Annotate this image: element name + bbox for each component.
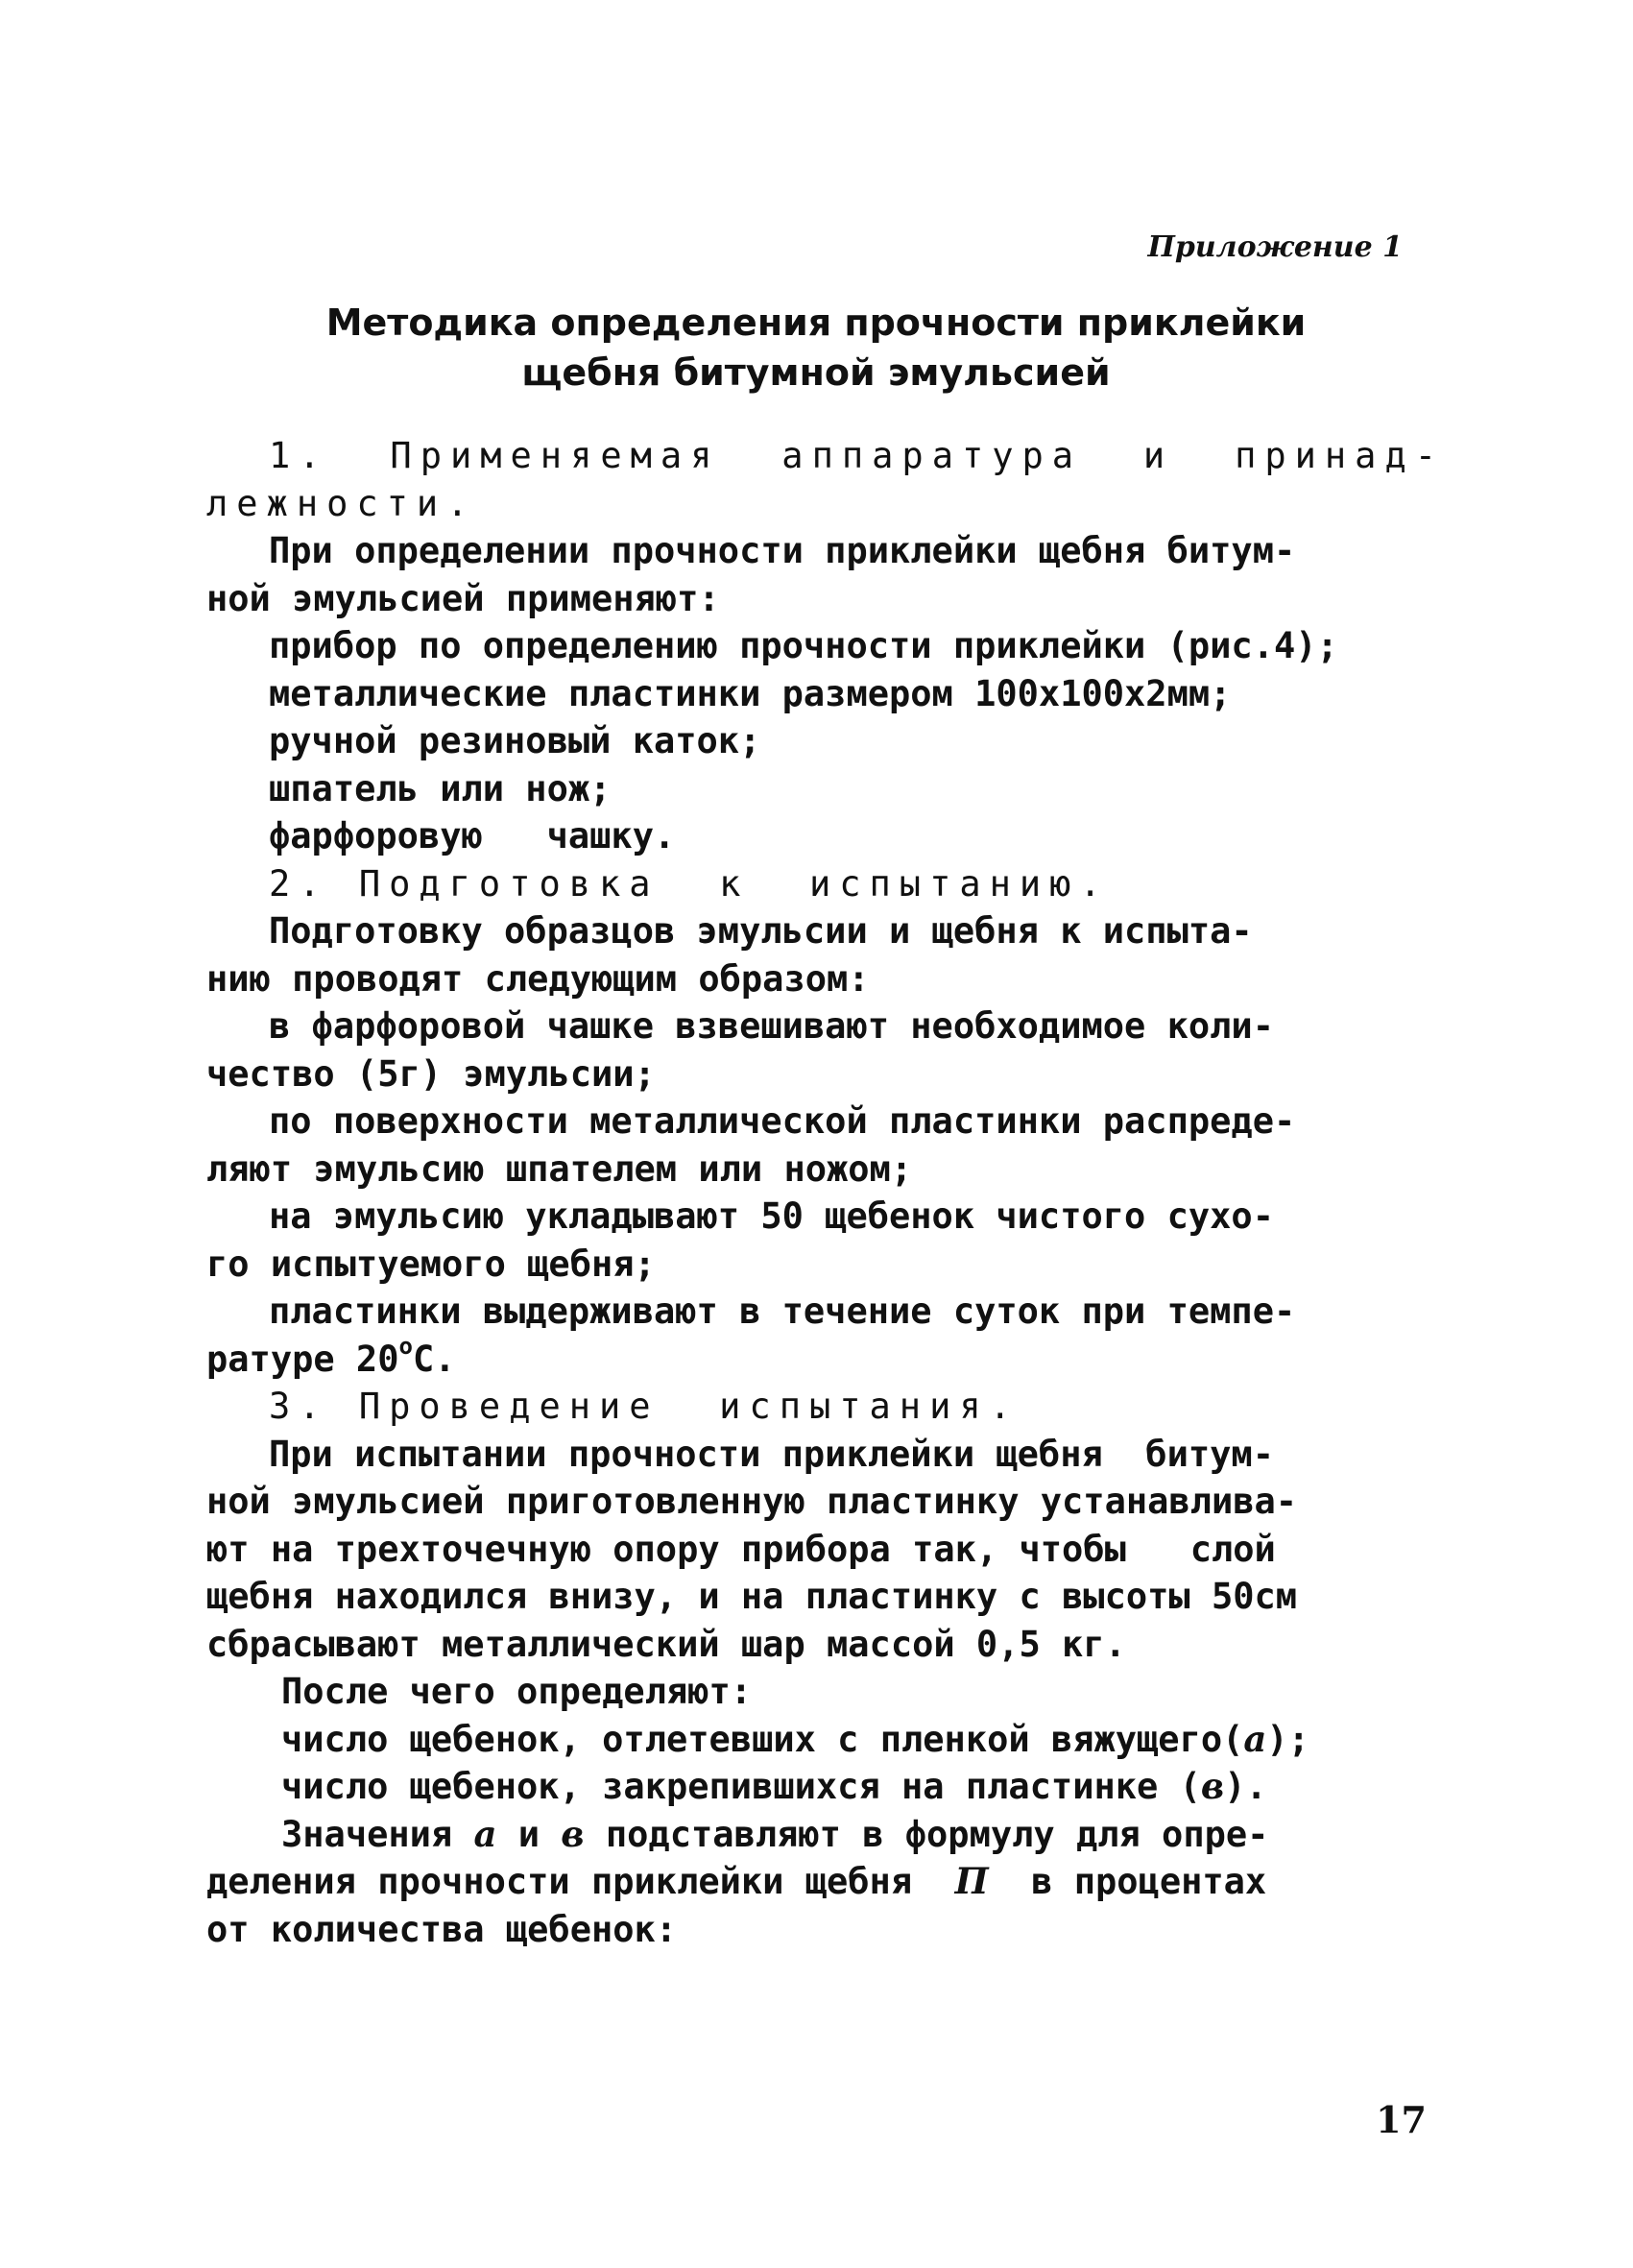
paragraph-line: сбрасывают металлический шар массой 0,5 кг. xyxy=(206,1623,1126,1665)
variable-a: а xyxy=(1243,1717,1267,1760)
title-line-2: щебня битумной эмульсией xyxy=(521,351,1111,394)
step-line: ляют эмульсию шпателем или ножом; xyxy=(206,1147,913,1190)
step-line: на эмульсию укладывают 50 щебенок чистого сухо- xyxy=(269,1195,1274,1237)
formula-text: в процентах xyxy=(988,1861,1267,1902)
count-b-end: ). xyxy=(1224,1766,1267,1807)
list-item: прибор по определению прочности приклейки (рис.4); xyxy=(269,625,1338,666)
count-b-line xyxy=(206,1763,1445,1811)
section1-heading-cont: лежности. xyxy=(206,482,477,524)
variable-a: а xyxy=(473,1812,497,1855)
count-a-end: ); xyxy=(1266,1718,1309,1760)
formula-text: Значения xyxy=(281,1813,474,1855)
paragraph-line: щебня находился внизу, и на пластинку с высоты 50см xyxy=(206,1576,1298,1617)
step-line: по поверхности металлической пластинки распреде- xyxy=(269,1100,1296,1142)
section2-intro: Подготовку образцов эмульсии и щебня к испыта- xyxy=(269,910,1253,952)
page-number: 17 xyxy=(1376,2098,1427,2141)
formula-line-3: от количества щебенок: xyxy=(206,1908,678,1950)
temperature-text: ратуре 20 xyxy=(206,1338,399,1380)
formula-line xyxy=(206,1811,1445,1859)
after-line: После чего определяют: xyxy=(281,1671,753,1712)
section2-heading: 2. Подготовка к испытанию. xyxy=(269,862,1110,905)
list-item: ручной резиновый каток; xyxy=(269,720,761,761)
formula-text: и xyxy=(496,1813,562,1855)
list-item: шпатель или нож; xyxy=(269,767,612,809)
paragraph-line: ной эмульсией приготовленную пластинку устанавлива- xyxy=(206,1481,1298,1522)
count-a-line xyxy=(206,1716,1445,1764)
list-item: фарфоровую чашку. xyxy=(269,815,676,857)
formula-text: подставляют в формулу для опре- xyxy=(584,1813,1269,1855)
step-line: в фарфоровой чашке взвешивают необходимое коли- xyxy=(269,1005,1274,1047)
section3-heading: 3. Проведение испытания. xyxy=(269,1386,1020,1427)
section2-intro-cont: нию проводят следующим образом: xyxy=(206,957,870,1000)
variable-b: в xyxy=(561,1812,585,1855)
variable-b: в xyxy=(1200,1765,1225,1807)
formula-text: деления прочности приклейки щебня xyxy=(206,1861,955,1902)
degree-mark: o xyxy=(398,1332,413,1360)
temperature-unit: С. xyxy=(412,1338,456,1380)
variable-p: П xyxy=(954,1860,989,1902)
count-b-text: число щебенок, закрепившихся на пластинке ( xyxy=(281,1766,1201,1807)
appendix-label: Приложение 1 xyxy=(1147,230,1403,264)
title-line-1: Методика определения прочности приклейки xyxy=(325,302,1307,344)
step-line: пластинки выдерживают в течение суток при темпе- xyxy=(269,1291,1296,1332)
section1-heading: 1. Применяемая аппаратура и принад- xyxy=(269,435,1445,476)
section1-intro: При определении прочности приклейки щебня битум- xyxy=(269,530,1296,571)
paragraph-line: При испытании прочности приклейки щебня битум- xyxy=(269,1433,1274,1475)
section1-intro-cont: ной эмульсией применяют: xyxy=(206,577,720,619)
step-line: го испытуемого щебня; xyxy=(206,1243,656,1285)
count-a-text: число щебенок, отлетевших с пленкой вяжущего( xyxy=(281,1718,1244,1760)
paragraph-line: ют на трехточечную опору прибора так, чтобы слой xyxy=(206,1528,1276,1570)
list-item: металлические пластинки размером 100х100х2мм; xyxy=(269,672,1232,714)
formula-line-2 xyxy=(206,1858,1445,1906)
step-line: чество (5г) эмульсии; xyxy=(206,1052,656,1095)
document-body xyxy=(206,432,1445,1953)
step-line-temperature xyxy=(206,1332,1445,1384)
page-title xyxy=(288,298,1344,398)
